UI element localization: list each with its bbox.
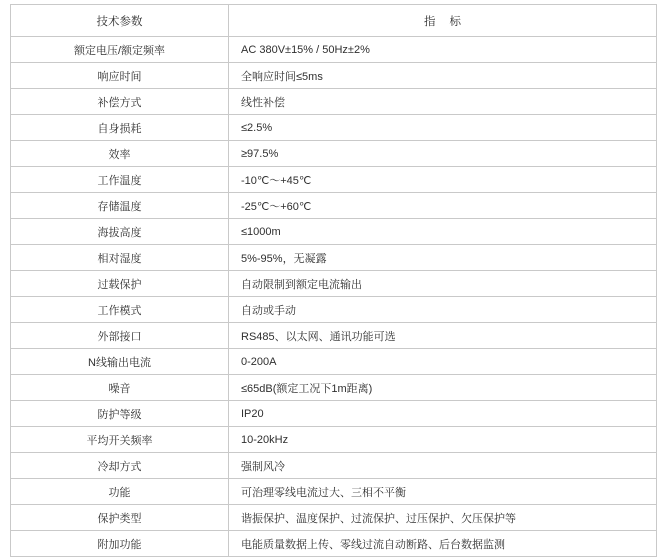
row-value: -25℃～+60℃: [229, 193, 657, 219]
table-row: [11, 531, 657, 557]
table-row: [11, 167, 657, 193]
row-label: 工作模式: [11, 297, 229, 323]
row-label: 外部接口: [11, 323, 229, 349]
table-row: [11, 89, 657, 115]
row-value: -10℃～+45℃: [229, 167, 657, 193]
row-value: ≤1000m: [229, 219, 657, 245]
row-label: 保护类型: [11, 505, 229, 531]
row-value: ≤65dB(额定工况下1m距离): [229, 375, 657, 401]
column-header-spec-part1: 指: [424, 15, 436, 28]
row-label: 工作温度: [11, 167, 229, 193]
spec-sheet: [0, 4, 667, 551]
column-header-spec: [229, 5, 657, 37]
row-value: 强制风冷: [229, 453, 657, 479]
column-header-spec-part2: 标: [449, 15, 461, 28]
row-value: ≥97.5%: [229, 141, 657, 167]
row-label: 过载保护: [11, 271, 229, 297]
table-row: [11, 479, 657, 505]
row-label: 附加功能: [11, 531, 229, 557]
table-row: [11, 193, 657, 219]
row-label: 功能: [11, 479, 229, 505]
table-row: [11, 401, 657, 427]
table-header-row: [11, 5, 657, 37]
table-row: [11, 505, 657, 531]
table-row: [11, 297, 657, 323]
row-label: 额定电压/额定频率: [11, 37, 229, 63]
row-label: 冷却方式: [11, 453, 229, 479]
table-row: [11, 323, 657, 349]
row-value: IP20: [229, 401, 657, 427]
table-body: [11, 37, 657, 557]
technical-spec-table: [10, 4, 657, 557]
table-header: [11, 5, 657, 37]
table-row: [11, 349, 657, 375]
row-label: 海拔高度: [11, 219, 229, 245]
row-value: 自动限制到额定电流输出: [229, 271, 657, 297]
table-row: [11, 375, 657, 401]
row-value: 可治理零线电流过大、三相不平衡: [229, 479, 657, 505]
table-row: [11, 37, 657, 63]
table-row: [11, 141, 657, 167]
row-label: 防护等级: [11, 401, 229, 427]
table-row: [11, 245, 657, 271]
row-value: 5%-95%，无凝露: [229, 245, 657, 271]
row-value: ≤2.5%: [229, 115, 657, 141]
row-label: 相对湿度: [11, 245, 229, 271]
table-row: [11, 115, 657, 141]
row-value: 10-20kHz: [229, 427, 657, 453]
row-label: N线输出电流: [11, 349, 229, 375]
row-label: 噪音: [11, 375, 229, 401]
row-label: 平均开关频率: [11, 427, 229, 453]
row-value: 自动或手动: [229, 297, 657, 323]
column-header-parameter: 技术参数: [11, 5, 229, 37]
row-value: 谐振保护、温度保护、过流保护、过压保护、欠压保护等: [229, 505, 657, 531]
table-row: [11, 63, 657, 89]
row-label: 自身损耗: [11, 115, 229, 141]
row-value: 线性补偿: [229, 89, 657, 115]
row-value: RS485、以太网、通讯功能可选: [229, 323, 657, 349]
row-value: 电能质量数据上传、零线过流自动断路、后台数据监测: [229, 531, 657, 557]
row-value: AC 380V±15% / 50Hz±2%: [229, 37, 657, 63]
row-value: 全响应时间≤5ms: [229, 63, 657, 89]
row-label: 存储温度: [11, 193, 229, 219]
row-value: 0-200A: [229, 349, 657, 375]
row-label: 补偿方式: [11, 89, 229, 115]
table-row: [11, 427, 657, 453]
table-row: [11, 219, 657, 245]
row-label: 响应时间: [11, 63, 229, 89]
table-row: [11, 453, 657, 479]
row-label: 效率: [11, 141, 229, 167]
table-row: [11, 271, 657, 297]
